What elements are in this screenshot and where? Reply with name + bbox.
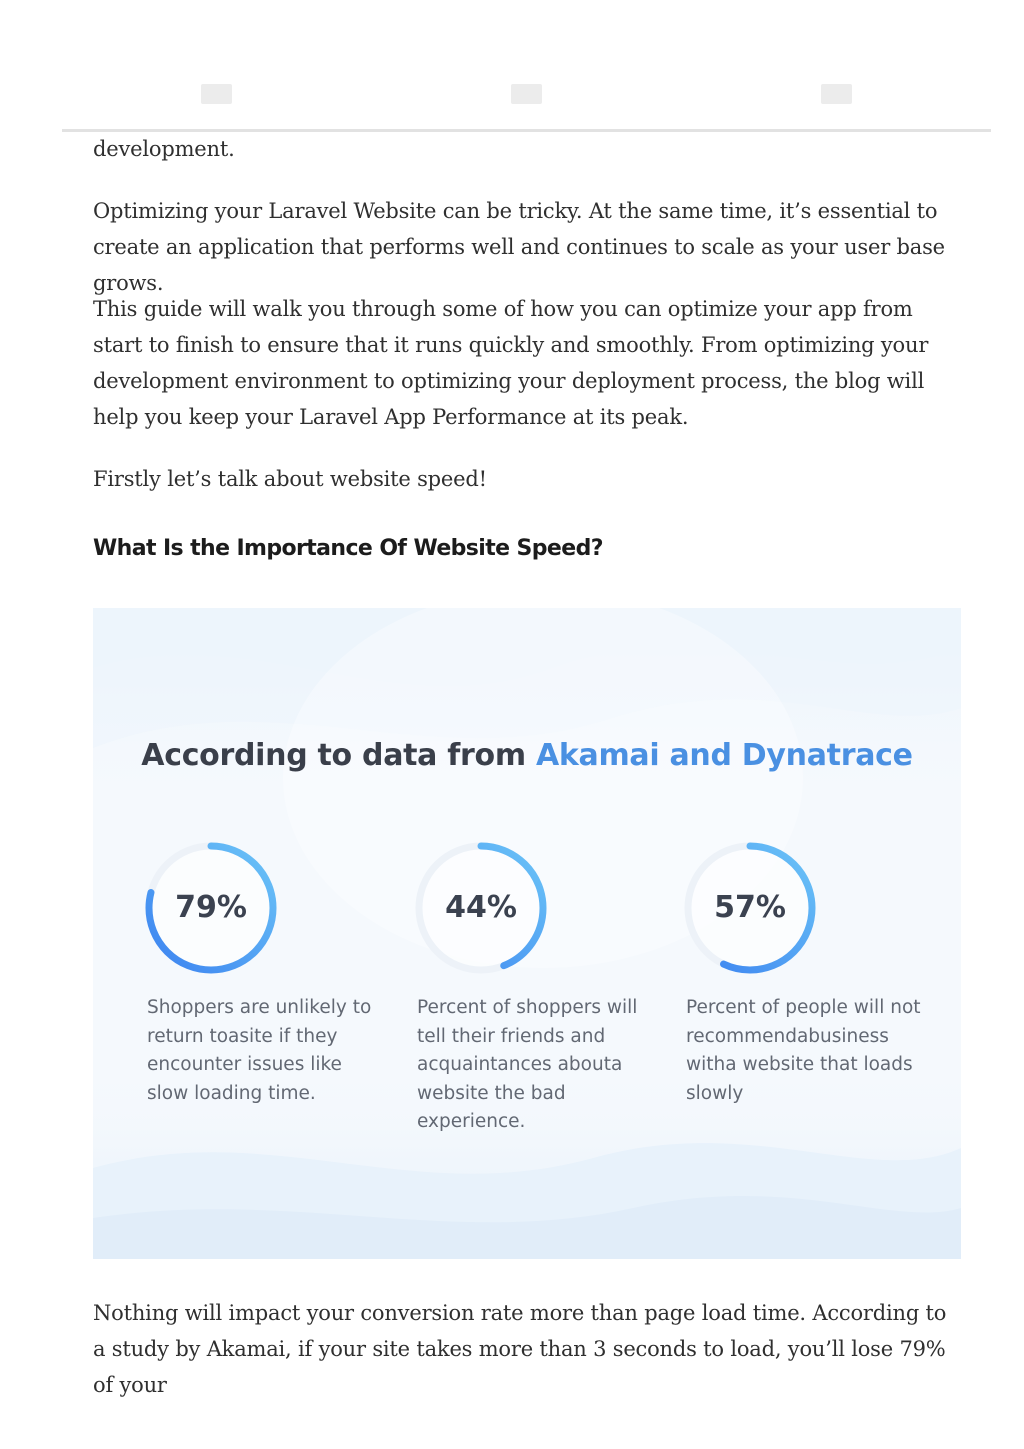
infographic-title — [93, 738, 961, 773]
paragraph-conversion: Nothing will impact your conversion rate more than page load time. According to a study by Akamai, if your site takes more than 3 seconds to load, you’ll lose 79% of your — [93, 1301, 947, 1397]
nav-placeholder-2[interactable] — [511, 84, 542, 104]
stat-description: Percent of shoppers will tell their friends and acquaintances abouta website the bad experience. — [417, 997, 638, 1132]
paragraph-intro-end: development. — [93, 137, 235, 161]
stat-description: Percent of people will not recommendabusiness witha website that loads slowly — [686, 997, 921, 1104]
paragraph-optimizing: Optimizing your Laravel Website can be tricky. At the same time, it’s essential to create an application that performs well and continues to scale as your user base grows. — [93, 199, 945, 295]
stat-card — [417, 840, 647, 1137]
stat-card — [686, 840, 921, 1108]
stat-card — [147, 840, 377, 1108]
nav-placeholder-1[interactable] — [201, 84, 232, 104]
stat-value: 44% — [445, 890, 517, 925]
paragraph-guide: This guide will walk you through some of how you can optimize your app from start to finish to ensure that it runs quickly and smoothly. From optimizing your development environment to optimizing your deployment process, the blog will help you keep your Laravel App Performance at its peak. — [93, 297, 929, 429]
infographic-title-accent: Akamai and Dynatrace — [535, 738, 913, 773]
infographic-title-prefix: According to data from — [141, 738, 536, 773]
progress-ring — [682, 840, 818, 976]
top-navigation — [0, 0, 1024, 132]
section-heading: What Is the Importance Of Website Speed? — [93, 536, 603, 561]
progress-ring — [413, 840, 549, 976]
progress-ring — [143, 840, 279, 976]
stat-value: 79% — [175, 890, 247, 925]
speed-infographic — [93, 608, 961, 1259]
stat-description: Shoppers are unlikely to return toasite if they encounter issues like slow loading time. — [147, 997, 372, 1104]
stat-value: 57% — [714, 890, 786, 925]
paragraph-firstly: Firstly let’s talk about website speed! — [93, 467, 487, 491]
nav-placeholder-3[interactable] — [821, 84, 852, 104]
